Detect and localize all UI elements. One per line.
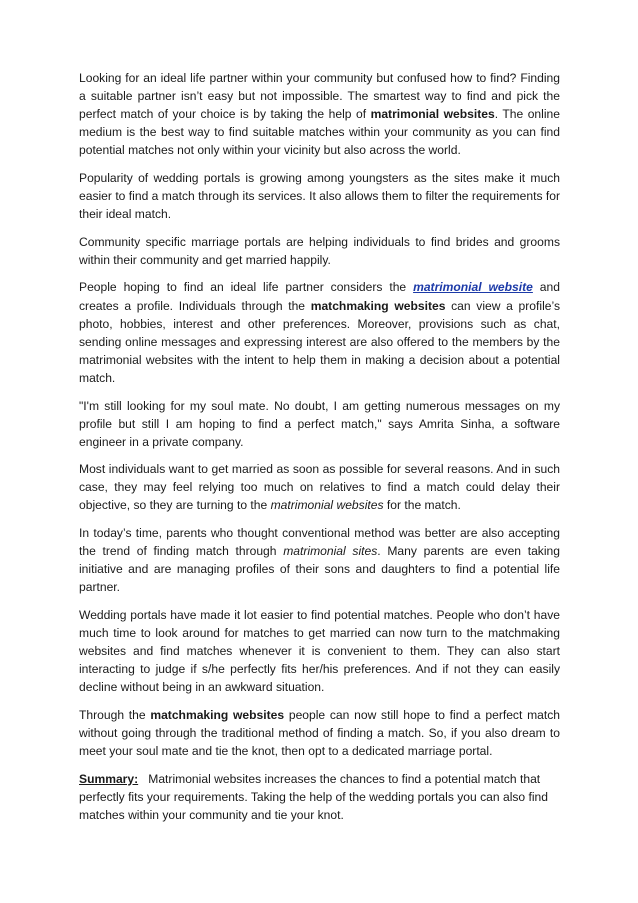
keyword-matrimonial-websites: matrimonial websites — [370, 107, 495, 122]
keyword-matchmaking-websites: matchmaking websites — [310, 298, 446, 313]
keyword-matrimonial-websites-italic: matrimonial websites — [270, 498, 384, 513]
paragraph-popularity: Popularity of wedding portals is growing among youngsters as the sites make it much easier to find a match through its services. It also allows them to filter the requirements for their ideal match. — [79, 170, 560, 222]
paragraph-quote: "I'm still looking for my soul mate. No doubt, I am getting numerous messages on my profile but still I am hoping to find a perfect match," says Amrita Sinha, a software engineer in a private company. — [79, 398, 560, 449]
summary-label: Summary: — [79, 771, 139, 786]
paragraph-wedding-portals: Wedding portals have made it lot easier to find potential matches. People who don’t have much time to look around for matches to get married can now turn to the matchmaking websites and find matches whenever it is convenient to them. They can also start interacting to judge if s/he perfectly fits her/his preferences. And if not they can easily decline without being in an awkward situation. — [79, 607, 560, 695]
paragraph-parents: In today’s time, parents who thought conventional method was better are also accepting the trend of finding match through matrimonial sites. Many parents are even taking initiative and are managing profiles of their sons and daughters to find a potential life partner. — [79, 526, 560, 595]
paragraph-intro: Looking for an ideal life partner within your community but confused how to find? Finding a suitable partner isn’t easy but not impossible. The smartest way to find and pick the perfect match of your choice is by taking the help of matrimonial websites. The online medium is the best way to find suitable matches within your community as you can find potential matches not only within your vicinity but also across the world. — [79, 71, 560, 158]
paragraph-conclusion: Through the matchmaking websites people can now still hope to find a perfect match without going through the traditional method of finding a match. So, if you also dream to meet your soul mate and tie the knot, then opt to a dedicated marriage portal. — [79, 707, 561, 759]
keyword-matrimonial-sites: matrimonial sites — [283, 544, 378, 559]
paragraph-summary: Summary: Matrimonial websites increases the chances to find a potential match that perfectly fits your requirements. Taking the help of the wedding portals you can also find matches within your community and tie your knot. — [79, 771, 549, 822]
paragraph-community-portals: Community specific marriage portals are helping individuals to find brides and grooms within their community and get married happily. — [79, 234, 560, 267]
paragraph-profile: People hoping to find an ideal life partner considers the matrimonial website and creates a profile. Individuals through the matchmaking websites can view a profile’s photo, hobbies, interest and other preferences. Moreover, provisions such as chat, sending online messages and expressing interest are also offered to the members by the matrimonial websites with the intent to help them in making a decision about a potential match. — [79, 280, 561, 385]
keyword-matchmaking-websites-2: matchmaking websites — [150, 707, 285, 722]
matrimonial-website-link[interactable]: matrimonial website — [413, 280, 533, 295]
paragraph-reasons: Most individuals want to get married as soon as possible for several reasons. And in such case, they may feel relying too much on relatives to find a match could delay their objective, so they are turning to the matrimonial websites for the match. — [79, 462, 560, 513]
